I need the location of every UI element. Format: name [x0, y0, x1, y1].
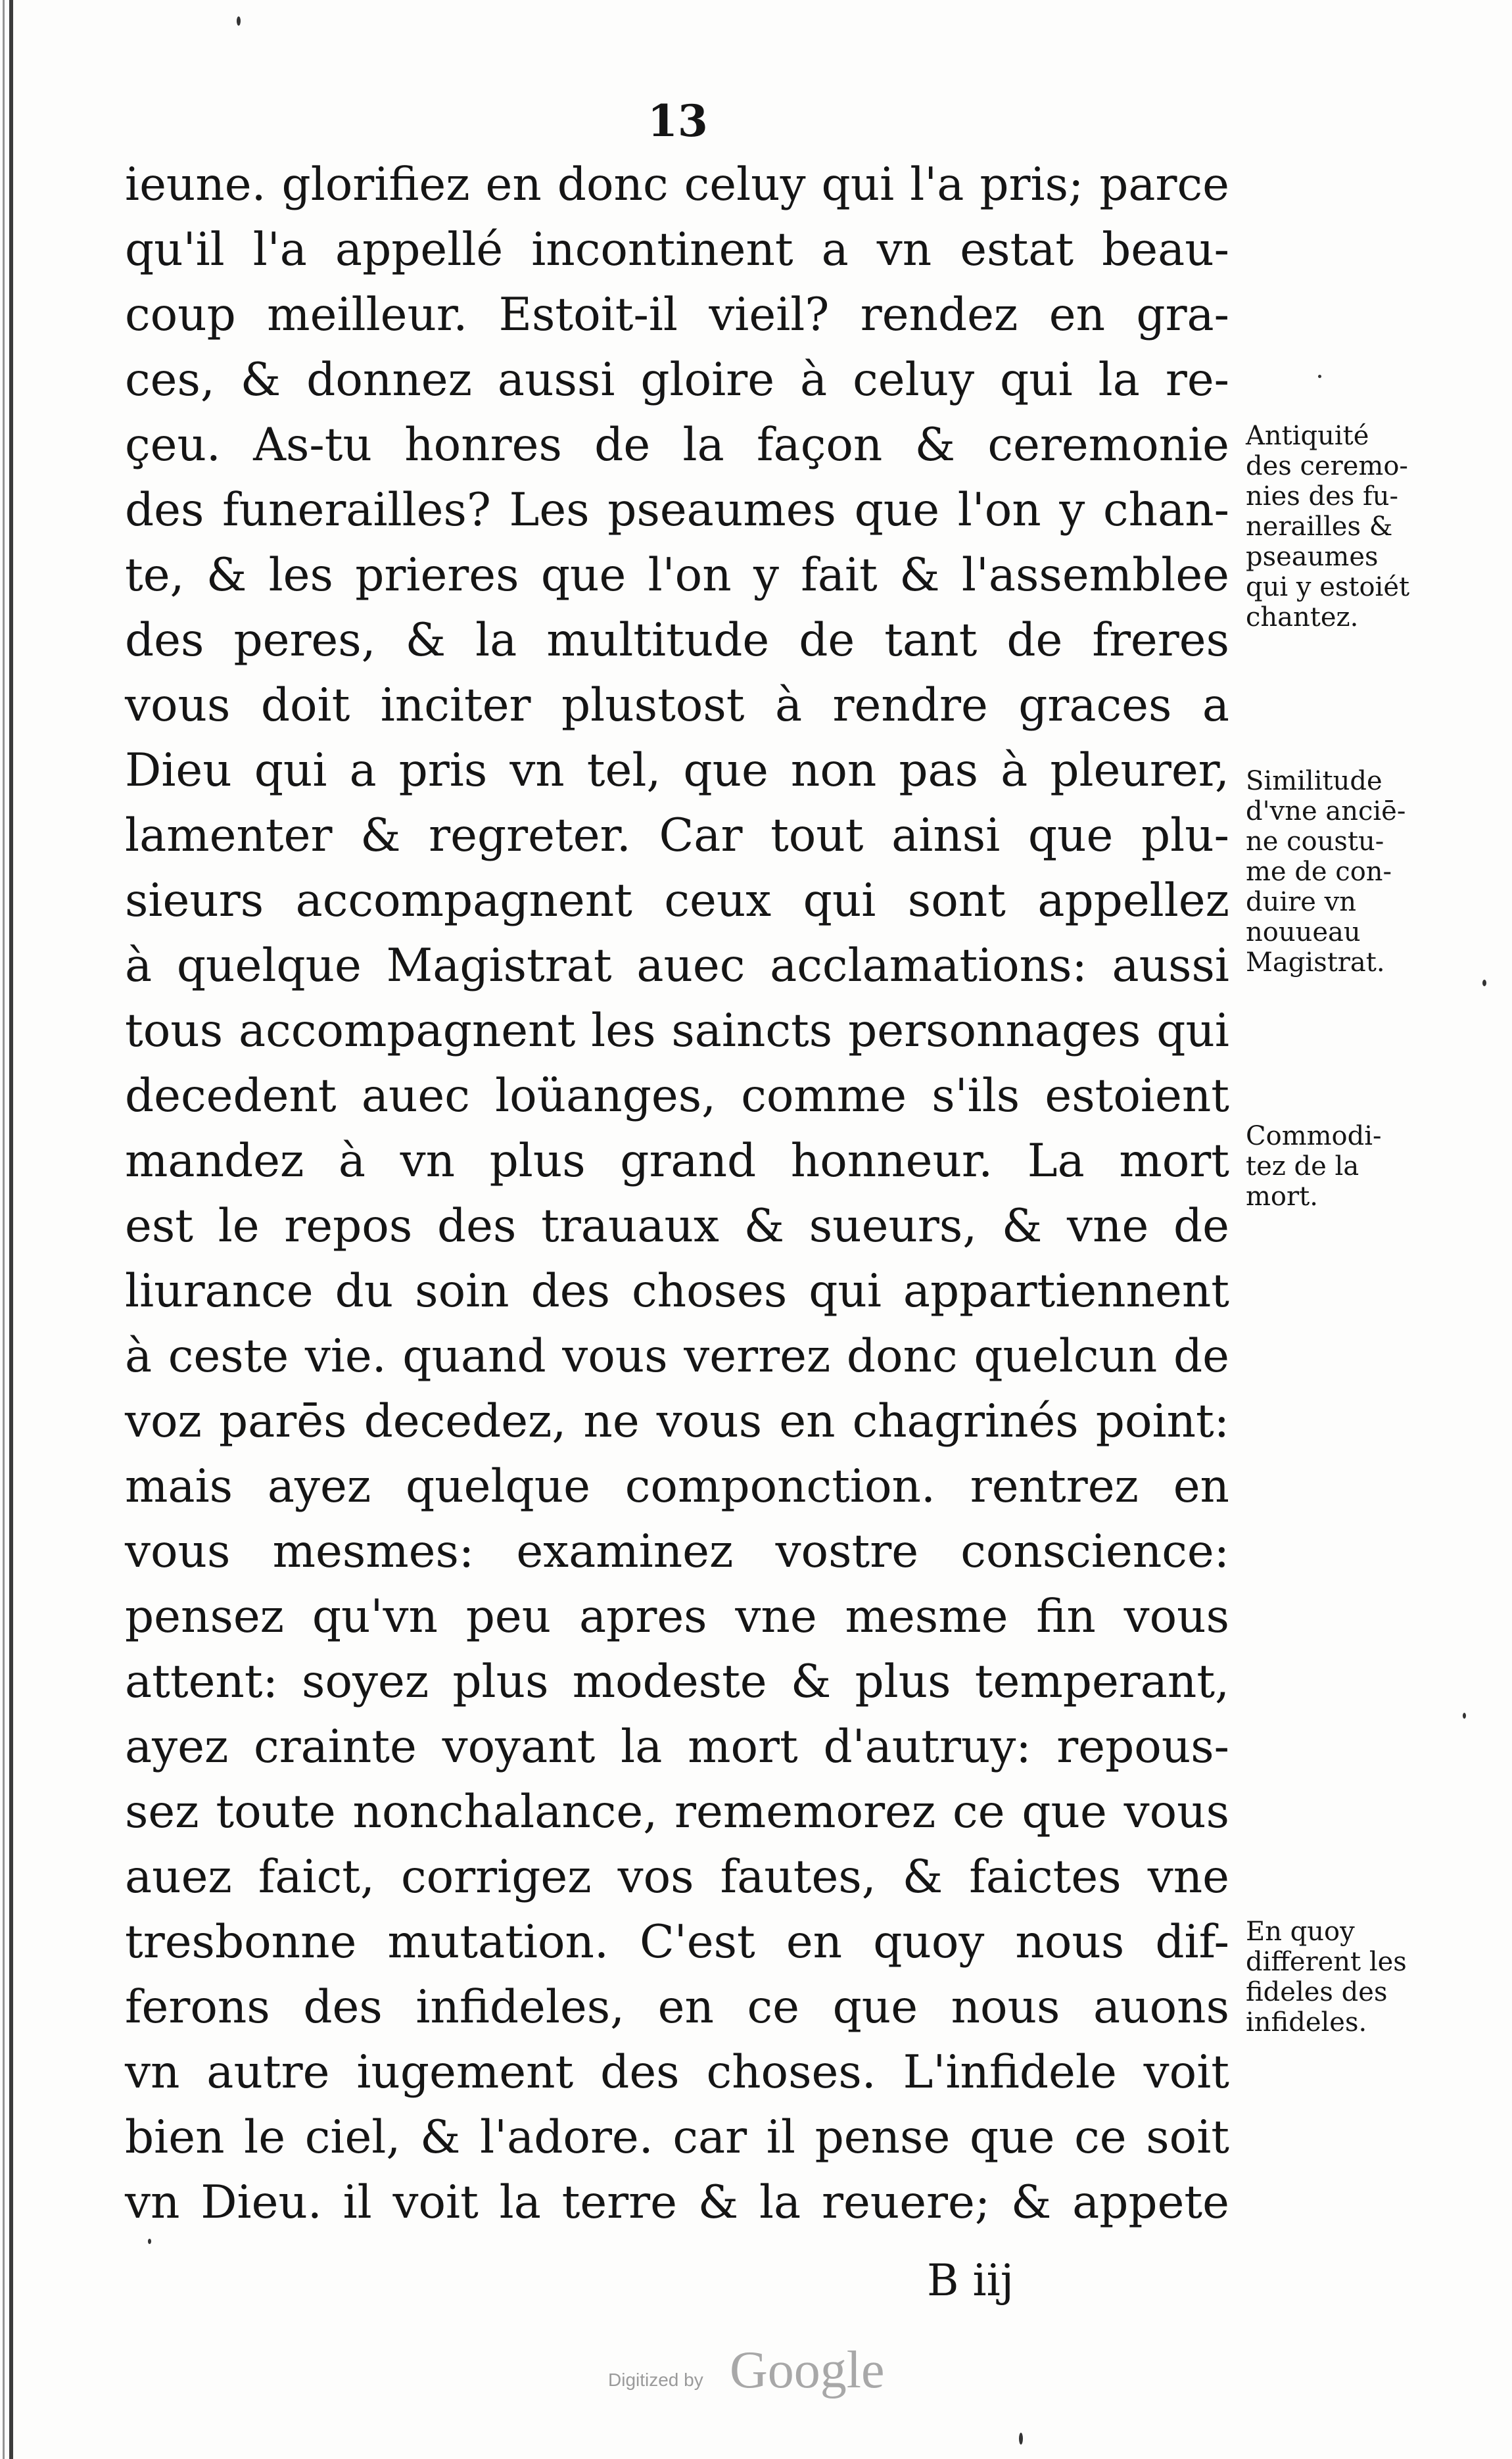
page-number: 13: [648, 95, 708, 147]
text-line: liurance du soin des choses qui appartiennent: [125, 1265, 1229, 1318]
note-line: nouueau: [1246, 917, 1361, 947]
text-line: des funerailles? Les pseaumes que l'on y chan-: [125, 484, 1229, 537]
text-line: Dieu qui a pris vn tel, que non pas à pleurer,: [125, 744, 1229, 797]
note-line: pseaumes: [1246, 542, 1379, 572]
text-line: decedent auec loüanges, comme s'ils estoient: [125, 1070, 1229, 1122]
text-line: vous doit inciter plustost à rendre graces a: [125, 679, 1229, 732]
text-line: bien le ciel, & l'adore. car il pense que ce soit: [125, 2111, 1229, 2164]
text-line: à quelque Magistrat auec acclamations: aussi: [125, 940, 1229, 992]
margin-note-commodities: [1246, 1121, 1463, 1212]
text-line: mais ayez quelque componction. rentrez en: [125, 1460, 1229, 1513]
paper-speck: [1019, 2433, 1023, 2445]
google-logo: Google: [730, 2341, 885, 2399]
digitized-by-text: Digitized by: [608, 2370, 703, 2390]
text-line: des peres, & la multitude de tant de freres: [125, 614, 1229, 667]
note-line: qui y estoiét: [1246, 572, 1410, 602]
text-line: ferons des infideles, en ce que nous auons: [125, 1981, 1229, 2034]
note-line: mort.: [1246, 1182, 1318, 1212]
text-line: à ceste vie. quand vous verrez donc quelcun de: [125, 1330, 1229, 1383]
note-line: d'vne anciē-: [1246, 796, 1406, 826]
text-line: ayez crainte voyant la mort d'autruy: repous-: [125, 1721, 1229, 1773]
note-line: nies des fu-: [1246, 481, 1399, 512]
text-line: te, & les prieres que l'on y fait & l'assemblee: [125, 549, 1229, 602]
note-line: Commodi-: [1246, 1121, 1382, 1151]
paper-speck: [1318, 375, 1321, 378]
paper-speck: [148, 2239, 151, 2244]
text-line: tresbonne mutation. C'est en quoy nous dif-: [125, 1916, 1229, 1969]
page-edge-shadow: [3, 0, 5, 2459]
text-line: sez toute nonchalance, rememorez ce que vous: [125, 1786, 1229, 1838]
text-line: qu'il l'a appellé incontinent a vn estat beau-: [125, 224, 1229, 276]
signature-catchword: B iij: [927, 2255, 1014, 2306]
note-line: duire vn: [1246, 887, 1357, 917]
text-line: vous mesmes: examinez vostre conscience:: [125, 1525, 1229, 1578]
text-line: ces, & donnez aussi gloire à celuy qui la re-: [125, 354, 1229, 406]
margin-note-antiquity: [1246, 421, 1463, 633]
text-line: voz parēs decedez, ne vous en chagrinés point:: [125, 1395, 1229, 1448]
page-binding-edge: [9, 0, 13, 2459]
note-line: nerailles &: [1246, 512, 1393, 542]
text-line: sieurs accompagnent ceux qui sont appellez: [125, 874, 1229, 927]
paper-speck: [237, 16, 241, 26]
note-line: des ceremo-: [1246, 451, 1408, 481]
text-line: pensez qu'vn peu apres vne mesme fin vous: [125, 1590, 1229, 1643]
note-line: chantez.: [1246, 602, 1359, 633]
margin-note-similitude: [1246, 766, 1463, 978]
text-line: attent: soyez plus modeste & plus temperant,: [125, 1656, 1229, 1708]
note-line: Similitude: [1246, 766, 1382, 796]
text-line: auez faict, corrigez vos fautes, & faictes vne: [125, 1851, 1229, 1903]
note-line: different les: [1246, 1947, 1407, 1977]
paper-speck: [1463, 1713, 1466, 1719]
note-line: tez de la: [1246, 1151, 1359, 1182]
paper-speck: [1482, 980, 1486, 986]
text-line: tous accompagnent les saincts personnages qui: [125, 1005, 1229, 1057]
text-line: mandez à vn plus grand honneur. La mort: [125, 1135, 1229, 1187]
text-line: çeu. As-tu honres de la façon & ceremonie: [125, 419, 1229, 471]
text-line: vn autre iugement des choses. L'infidele voit: [125, 2046, 1229, 2099]
note-line: Magistrat.: [1246, 947, 1385, 978]
note-line: En quoy: [1246, 1917, 1355, 1947]
note-line: infideles.: [1246, 2007, 1367, 2038]
body-text: [125, 153, 1229, 2235]
note-line: Antiquité: [1246, 421, 1369, 451]
text-line: coup meilleur. Estoit-il vieil? rendez en gra-: [125, 289, 1229, 341]
note-line: ne coustu-: [1246, 826, 1384, 857]
text-line: est le repos des trauaux & sueurs, & vne de: [125, 1200, 1229, 1253]
margin-note-infidels: [1246, 1917, 1463, 2038]
text-line: ieune. glorifiez en donc celuy qui l'a pris; parce: [125, 158, 1229, 211]
note-line: me de con-: [1246, 857, 1392, 887]
text-line: lamenter & regreter. Car tout ainsi que plu-: [125, 809, 1229, 862]
digitized-watermark: [608, 2341, 910, 2400]
note-line: fideles des: [1246, 1977, 1388, 2007]
text-line: vn Dieu. il voit la terre & la reuere; & appete: [125, 2176, 1229, 2229]
